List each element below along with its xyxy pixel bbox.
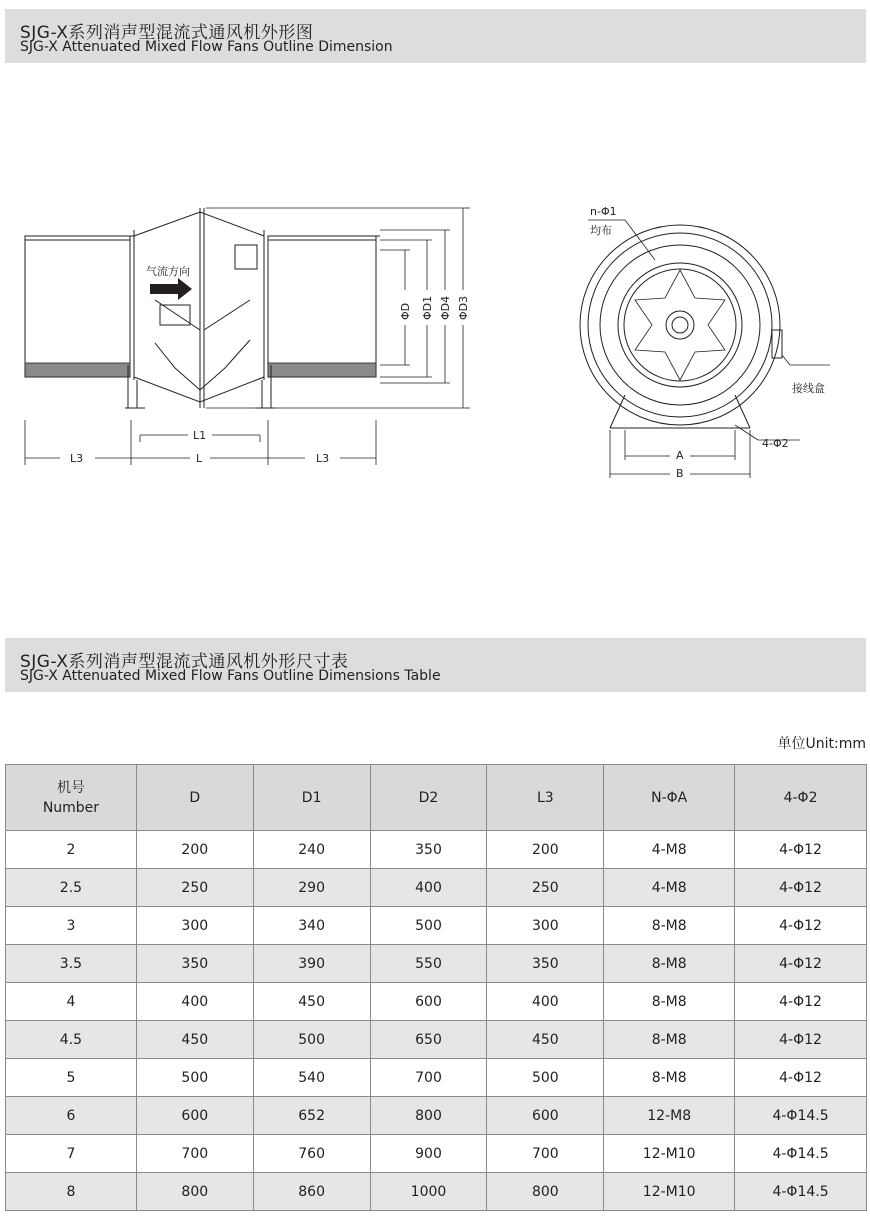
cell-n-phi-a: 12-M8 — [604, 1097, 735, 1135]
right-silencer — [268, 236, 376, 377]
cell-d2: 400 — [370, 869, 487, 907]
left-silencer — [25, 236, 130, 377]
cell-l3: 300 — [487, 907, 604, 945]
dim-b: B — [676, 467, 684, 480]
cell-number: 6 — [6, 1097, 137, 1135]
table-header-row — [6, 765, 867, 831]
label-n-phi1: n-Φ1 — [590, 205, 617, 218]
label-uniform: 均布 — [590, 224, 612, 237]
dim-l3-left: L3 — [70, 452, 84, 465]
cell-d2: 800 — [370, 1097, 487, 1135]
cell-d1: 240 — [253, 831, 370, 869]
cell-n-phi-a: 8-M8 — [604, 945, 735, 983]
cell-d: 800 — [136, 1173, 253, 1211]
cell-l3: 450 — [487, 1021, 604, 1059]
header-4-phi2: 4-Φ2 — [735, 765, 867, 831]
dim-l3-right: L3 — [316, 452, 330, 465]
table-row — [6, 983, 867, 1021]
header-l3: L3 — [487, 765, 604, 831]
airflow-arrow-icon — [150, 278, 192, 300]
junction-box-side — [235, 245, 257, 269]
cell-number: 3.5 — [6, 945, 137, 983]
table-row — [6, 1097, 867, 1135]
cell-d1: 760 — [253, 1135, 370, 1173]
table-row — [6, 1173, 867, 1211]
cell-d: 200 — [136, 831, 253, 869]
outline-drawing — [0, 180, 870, 490]
dimensions-table — [5, 764, 867, 1211]
cell-4-phi2: 4-Φ12 — [735, 1059, 867, 1097]
cell-number: 8 — [6, 1173, 137, 1211]
left-insulation — [25, 363, 130, 377]
cell-d: 250 — [136, 869, 253, 907]
dim-d3: ΦD3 — [457, 295, 470, 320]
table-row — [6, 945, 867, 983]
cell-n-phi-a: 8-M8 — [604, 1021, 735, 1059]
cell-d1: 290 — [253, 869, 370, 907]
cell-d1: 860 — [253, 1173, 370, 1211]
cell-4-phi2: 4-Φ14.5 — [735, 1135, 867, 1173]
cell-d2: 600 — [370, 983, 487, 1021]
header-d1: D1 — [253, 765, 370, 831]
outline-title-banner — [5, 9, 866, 63]
unit-label: 单位Unit:mm — [777, 736, 866, 752]
dim-l: L — [196, 452, 203, 465]
cell-d1: 450 — [253, 983, 370, 1021]
table-row — [6, 869, 867, 907]
cell-4-phi2: 4-Φ14.5 — [735, 1097, 867, 1135]
dim-a: A — [676, 449, 684, 462]
cell-4-phi2: 4-Φ14.5 — [735, 1173, 867, 1211]
cell-d1: 340 — [253, 907, 370, 945]
cell-number: 4 — [6, 983, 137, 1021]
cell-4-phi2: 4-Φ12 — [735, 945, 867, 983]
cell-l3: 500 — [487, 1059, 604, 1097]
cell-l3: 700 — [487, 1135, 604, 1173]
cell-d: 400 — [136, 983, 253, 1021]
header-number — [6, 765, 137, 831]
airflow-label: 气流方向 — [146, 265, 190, 278]
cell-d: 600 — [136, 1097, 253, 1135]
dim-d: ΦD — [399, 302, 412, 320]
cell-4-phi2: 4-Φ12 — [735, 1021, 867, 1059]
header-number-en: Number — [42, 799, 100, 816]
cell-number: 5 — [6, 1059, 137, 1097]
cell-n-phi-a: 12-M10 — [604, 1173, 735, 1211]
outline-title-en: SJG-X Attenuated Mixed Flow Fans Outline Dimension — [20, 39, 393, 55]
cell-d: 450 — [136, 1021, 253, 1059]
table-row — [6, 1059, 867, 1097]
cell-number: 2 — [6, 831, 137, 869]
dim-l1: L1 — [193, 429, 207, 442]
label-4-phi2: 4-Φ2 — [762, 437, 789, 450]
cell-number: 7 — [6, 1135, 137, 1173]
cell-n-phi-a: 8-M8 — [604, 983, 735, 1021]
cell-d2: 350 — [370, 831, 487, 869]
cell-d2: 550 — [370, 945, 487, 983]
cell-l3: 600 — [487, 1097, 604, 1135]
cell-d1: 540 — [253, 1059, 370, 1097]
cell-d: 300 — [136, 907, 253, 945]
outline-title-zh: SJG-X系列消声型混流式通风机外形图 — [20, 23, 314, 43]
cell-n-phi-a: 12-M10 — [604, 1135, 735, 1173]
dim-d4: ΦD4 — [439, 295, 452, 320]
header-d2: D2 — [370, 765, 487, 831]
front-view — [580, 220, 830, 478]
right-insulation — [268, 363, 376, 377]
cell-d: 350 — [136, 945, 253, 983]
dim-d1: ΦD1 — [421, 295, 434, 320]
header-d: D — [136, 765, 253, 831]
cell-d1: 500 — [253, 1021, 370, 1059]
cell-d1: 652 — [253, 1097, 370, 1135]
cell-4-phi2: 4-Φ12 — [735, 907, 867, 945]
junction-box-front — [772, 330, 782, 358]
cell-d2: 900 — [370, 1135, 487, 1173]
header-n-phi-a: N-ΦA — [604, 765, 735, 831]
table-title-zh: SJG-X系列消声型混流式通风机外形尺寸表 — [20, 652, 349, 672]
cell-d2: 700 — [370, 1059, 487, 1097]
cell-d: 500 — [136, 1059, 253, 1097]
header-number-zh: 机号 — [56, 779, 85, 796]
cell-l3: 250 — [487, 869, 604, 907]
cell-l3: 350 — [487, 945, 604, 983]
cell-l3: 400 — [487, 983, 604, 1021]
cell-d1: 390 — [253, 945, 370, 983]
cell-n-phi-a: 8-M8 — [604, 1059, 735, 1097]
cell-l3: 200 — [487, 831, 604, 869]
cell-4-phi2: 4-Φ12 — [735, 831, 867, 869]
cell-number: 2.5 — [6, 869, 137, 907]
cell-l3: 800 — [487, 1173, 604, 1211]
cell-n-phi-a: 8-M8 — [604, 907, 735, 945]
cell-d2: 500 — [370, 907, 487, 945]
table-row — [6, 831, 867, 869]
table-row — [6, 1021, 867, 1059]
cell-d2: 650 — [370, 1021, 487, 1059]
cell-4-phi2: 4-Φ12 — [735, 983, 867, 1021]
table-row — [6, 907, 867, 945]
cell-n-phi-a: 4-M8 — [604, 831, 735, 869]
table-title-banner — [5, 638, 866, 692]
cell-n-phi-a: 4-M8 — [604, 869, 735, 907]
cell-d: 700 — [136, 1135, 253, 1173]
cell-number: 3 — [6, 907, 137, 945]
label-junction-box: 接线盒 — [792, 382, 825, 395]
cell-d2: 1000 — [370, 1173, 487, 1211]
table-title-en: SJG-X Attenuated Mixed Flow Fans Outline Dimensions Table — [20, 668, 441, 684]
cell-number: 4.5 — [6, 1021, 137, 1059]
cell-4-phi2: 4-Φ12 — [735, 869, 867, 907]
table-row — [6, 1135, 867, 1173]
